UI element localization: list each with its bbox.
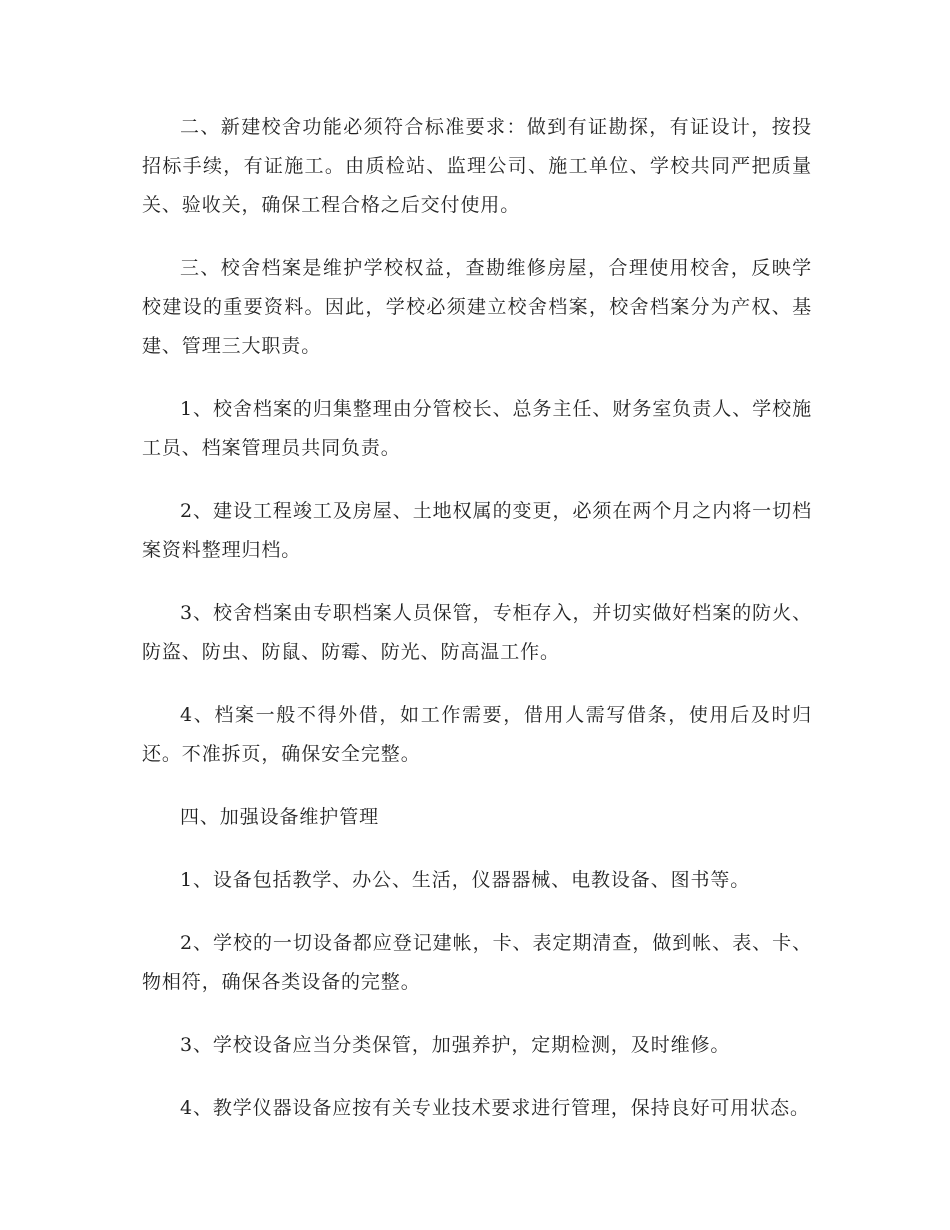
- paragraph-archive-item-1: 1、校舍档案的归集整理由分管校长、总务主任、财务室负责人、学校施工员、档案管理员共同负责。: [142, 398, 812, 459]
- paragraph-equipment-item-4: 4、教学仪器设备应按有关专业技术要求进行管理，保持良好可用状态。: [180, 1097, 810, 1119]
- section-heading-equipment: 四、加强设备维护管理: [180, 806, 380, 828]
- paragraph-equipment-item-1: 1、设备包括教学、办公、生活，仪器器械、电教设备、图书等。: [180, 869, 751, 891]
- paragraph-equipment-item-3: 3、学校设备应当分类保管，加强养护，定期检测，及时维修。: [180, 1034, 731, 1056]
- paragraph-building-archives: 三、校舍档案是维护学校权益，查勘维修房屋，合理使用校舍，反映学校建设的重要资料。因此，学校必须建立校舍档案，校舍档案分为产权、基建、管理三大职责。: [142, 257, 812, 357]
- paragraph-archive-item-3: 3、校舍档案由专职档案人员保管，专柜存入，并切实做好档案的防火、防盗、防虫、防鼠、防霉、防光、防高温工作。: [142, 602, 812, 663]
- paragraph-new-building-standards: 二、新建校舍功能必须符合标准要求：做到有证勘探，有证设计，按投招标手续，有证施工。由质检站、监理公司、施工单位、学校共同严把质量关、验收关，确保工程合格之后交付使用。: [142, 116, 812, 216]
- paragraph-archive-item-2: 2、建设工程竣工及房屋、土地权属的变更，必须在两个月之内将一切档案资料整理归档。: [142, 500, 812, 561]
- paragraph-archive-item-4: 4、档案一般不得外借，如工作需要，借用人需写借条，使用后及时归还。不准拆页，确保安全完整。: [142, 704, 812, 765]
- paragraph-equipment-item-2: 2、学校的一切设备都应登记建帐，卡、表定期清查，做到帐、表、卡、物相符，确保各类设备的完整。: [142, 932, 812, 993]
- document-body: [142, 108, 812, 1152]
